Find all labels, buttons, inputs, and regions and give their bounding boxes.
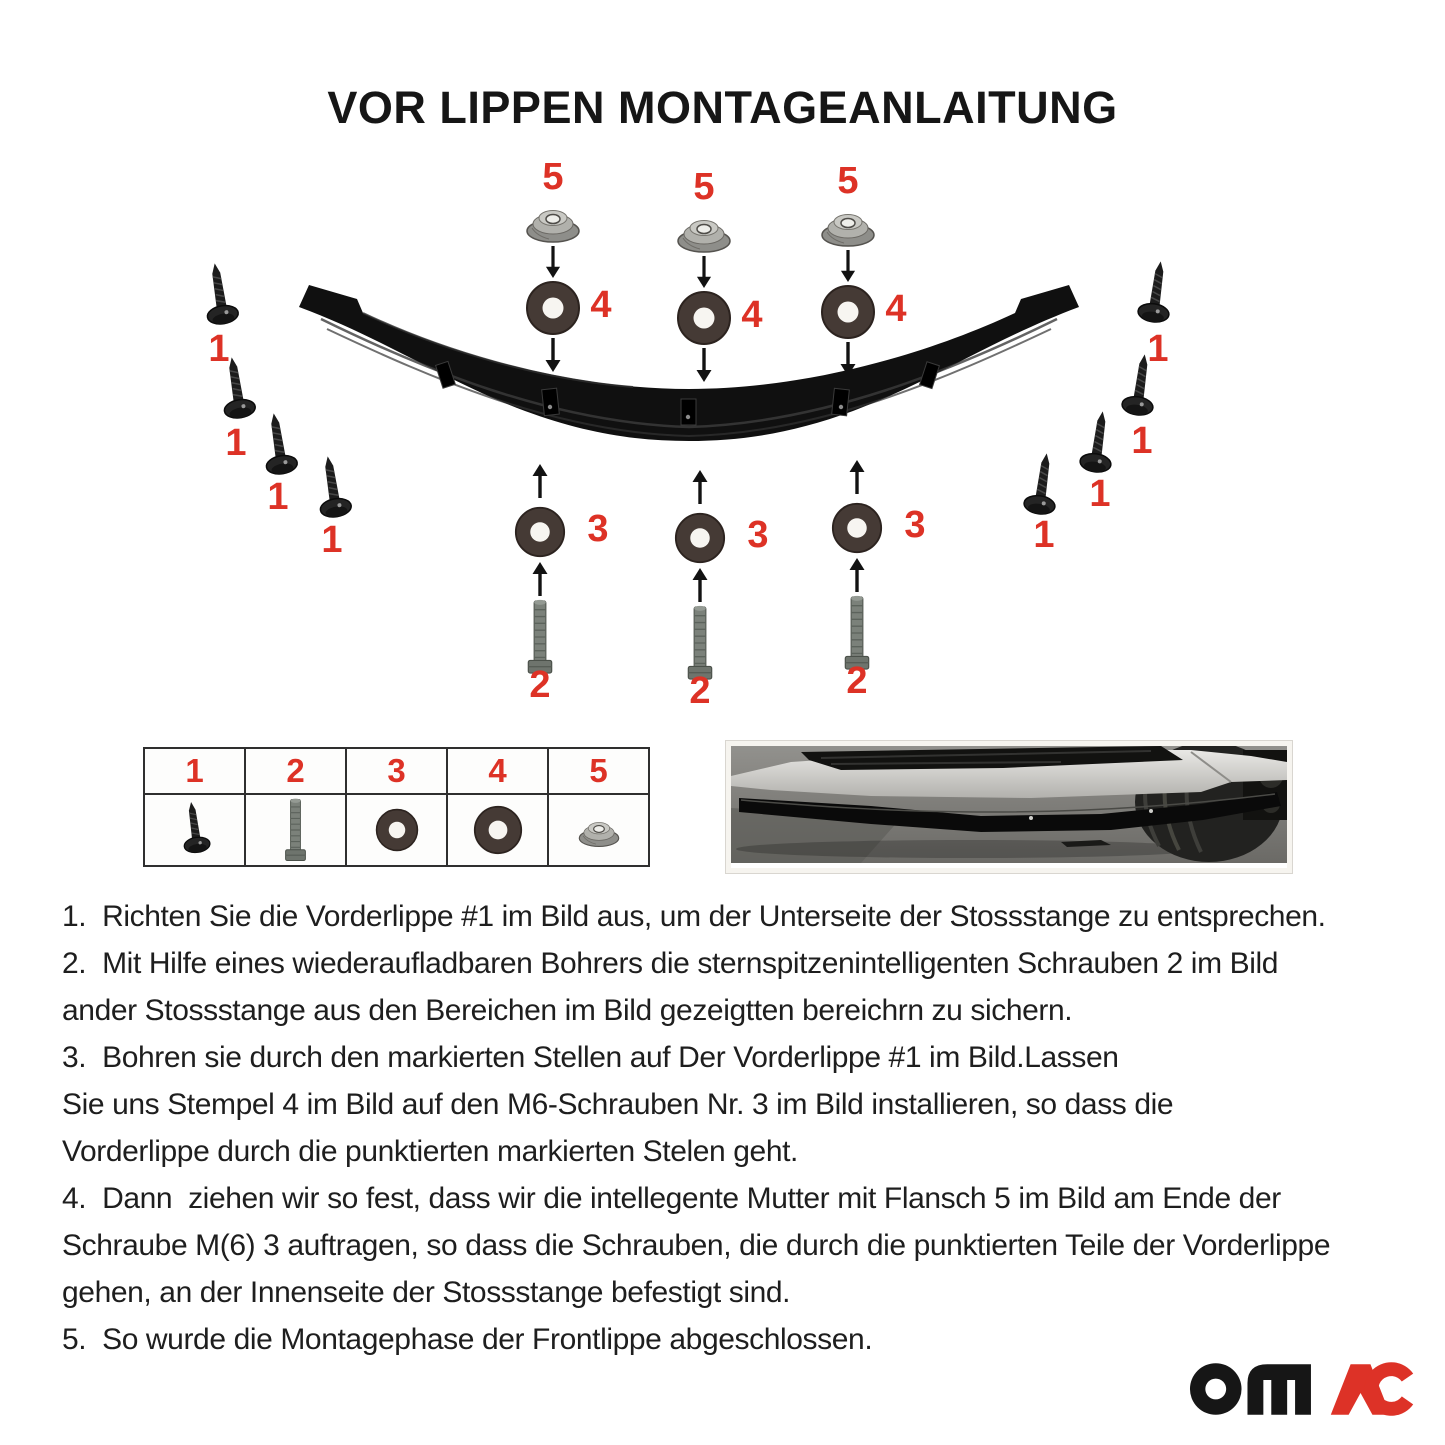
arrow-up-icon <box>691 470 709 504</box>
arrow-up-icon <box>531 562 549 596</box>
washer-icon <box>514 506 566 558</box>
instruction-line: 3. Bohren sie durch den markierten Stellen auf Der Vorderlippe #1 im Bild.Lassen <box>62 1041 1119 1074</box>
parts-table-column <box>448 749 549 865</box>
part-number: 5 <box>549 749 648 795</box>
nut-label: 5 <box>837 160 859 202</box>
omac-logo <box>1186 1352 1424 1427</box>
part-number: 1 <box>145 749 244 795</box>
screw-label: 1 <box>1131 420 1153 462</box>
screw-label: 1 <box>267 476 289 518</box>
instruction-line: ander Stossstange aus den Bereichen im Bild gezeigtten bereichrn zu sichern. <box>62 994 1073 1027</box>
washer-label: 4 <box>885 288 907 330</box>
part-number: 4 <box>448 749 547 795</box>
screw-icon <box>145 795 244 865</box>
screw-label: 1 <box>321 519 343 561</box>
screw-icon <box>197 260 244 335</box>
washer-icon <box>831 502 883 554</box>
arrow-up-icon <box>531 464 549 498</box>
arrow-up-icon <box>848 558 866 592</box>
screw-label: 1 <box>1147 328 1169 370</box>
parts-table-column <box>347 749 448 865</box>
bolt-label: 2 <box>529 664 551 706</box>
washer-label: 3 <box>904 504 926 546</box>
parts-table <box>143 747 650 867</box>
instruction-line: 2. Mit Hilfe eines wiederaufladbaren Bohrers die sternspitzenintelligenten Schrauben 2 im Bild <box>62 947 1279 980</box>
screw-icon <box>214 354 261 429</box>
parts-table-column <box>145 749 246 865</box>
instruction-line: Sie uns Stempel 4 im Bild auf den M6-Schrauben Nr. 3 im Bild installieren, so dass die <box>62 1088 1174 1121</box>
flange-nut-icon <box>524 198 582 244</box>
instruction-line: gehen, an der Innenseite der Stossstange befestigt sind. <box>62 1276 791 1309</box>
instruction-line: 5. So wurde die Montagephase der Frontlippe abgeschlossen. <box>62 1323 873 1356</box>
instruction-line: Vorderlippe durch die punktierten markierten Stelen geht. <box>62 1135 798 1168</box>
washer-label: 3 <box>587 508 609 550</box>
screw-label: 1 <box>1089 473 1111 515</box>
car-bumper-photo <box>731 746 1287 863</box>
part-number: 3 <box>347 749 446 795</box>
washer-label: 3 <box>747 514 769 556</box>
parts-table-column <box>549 749 648 865</box>
front-lip-diagram <box>293 277 1085 473</box>
screw-label: 1 <box>1033 514 1055 556</box>
washer-label: 4 <box>741 294 763 336</box>
arrow-up-icon <box>848 460 866 494</box>
flange-nut-icon <box>675 208 733 254</box>
instruction-line: Schraube M(6) 3 auftragen, so dass die Schrauben, die durch die punktierten Teile der Vorderlippe <box>62 1229 1331 1262</box>
bolt-icon <box>246 795 345 865</box>
part-number: 2 <box>246 749 345 795</box>
screw-label: 1 <box>225 422 247 464</box>
screw-label: 1 <box>208 328 230 370</box>
nut-label: 5 <box>693 166 715 208</box>
flange-nut-icon <box>819 202 877 248</box>
washer-small-icon <box>347 795 446 865</box>
screw-icon <box>1117 351 1162 425</box>
page-title: VOR LIPPEN MONTAGEANLAITUNG <box>327 82 1118 133</box>
screw-icon <box>1133 258 1178 332</box>
arrow-down-icon <box>544 246 562 278</box>
arrow-up-icon <box>691 568 709 602</box>
washer-label: 4 <box>590 284 612 326</box>
washer-icon <box>674 512 726 564</box>
flange-nut-icon <box>549 795 648 865</box>
washer-large-icon <box>448 795 547 865</box>
nut-label: 5 <box>542 156 564 198</box>
bolt-label: 2 <box>846 660 868 702</box>
parts-table-column <box>246 749 347 865</box>
instruction-line: 1. Richten Sie die Vorderlippe #1 im Bild aus, um der Unterseite der Stossstange zu entsprechen. <box>62 900 1326 933</box>
instruction-line: 4. Dann ziehen wir so fest, dass wir die intellegente Mutter mit Flansch 5 im Bild am Ende der <box>62 1182 1281 1215</box>
bolt-label: 2 <box>689 670 711 712</box>
installed-lip-photo <box>726 741 1292 873</box>
